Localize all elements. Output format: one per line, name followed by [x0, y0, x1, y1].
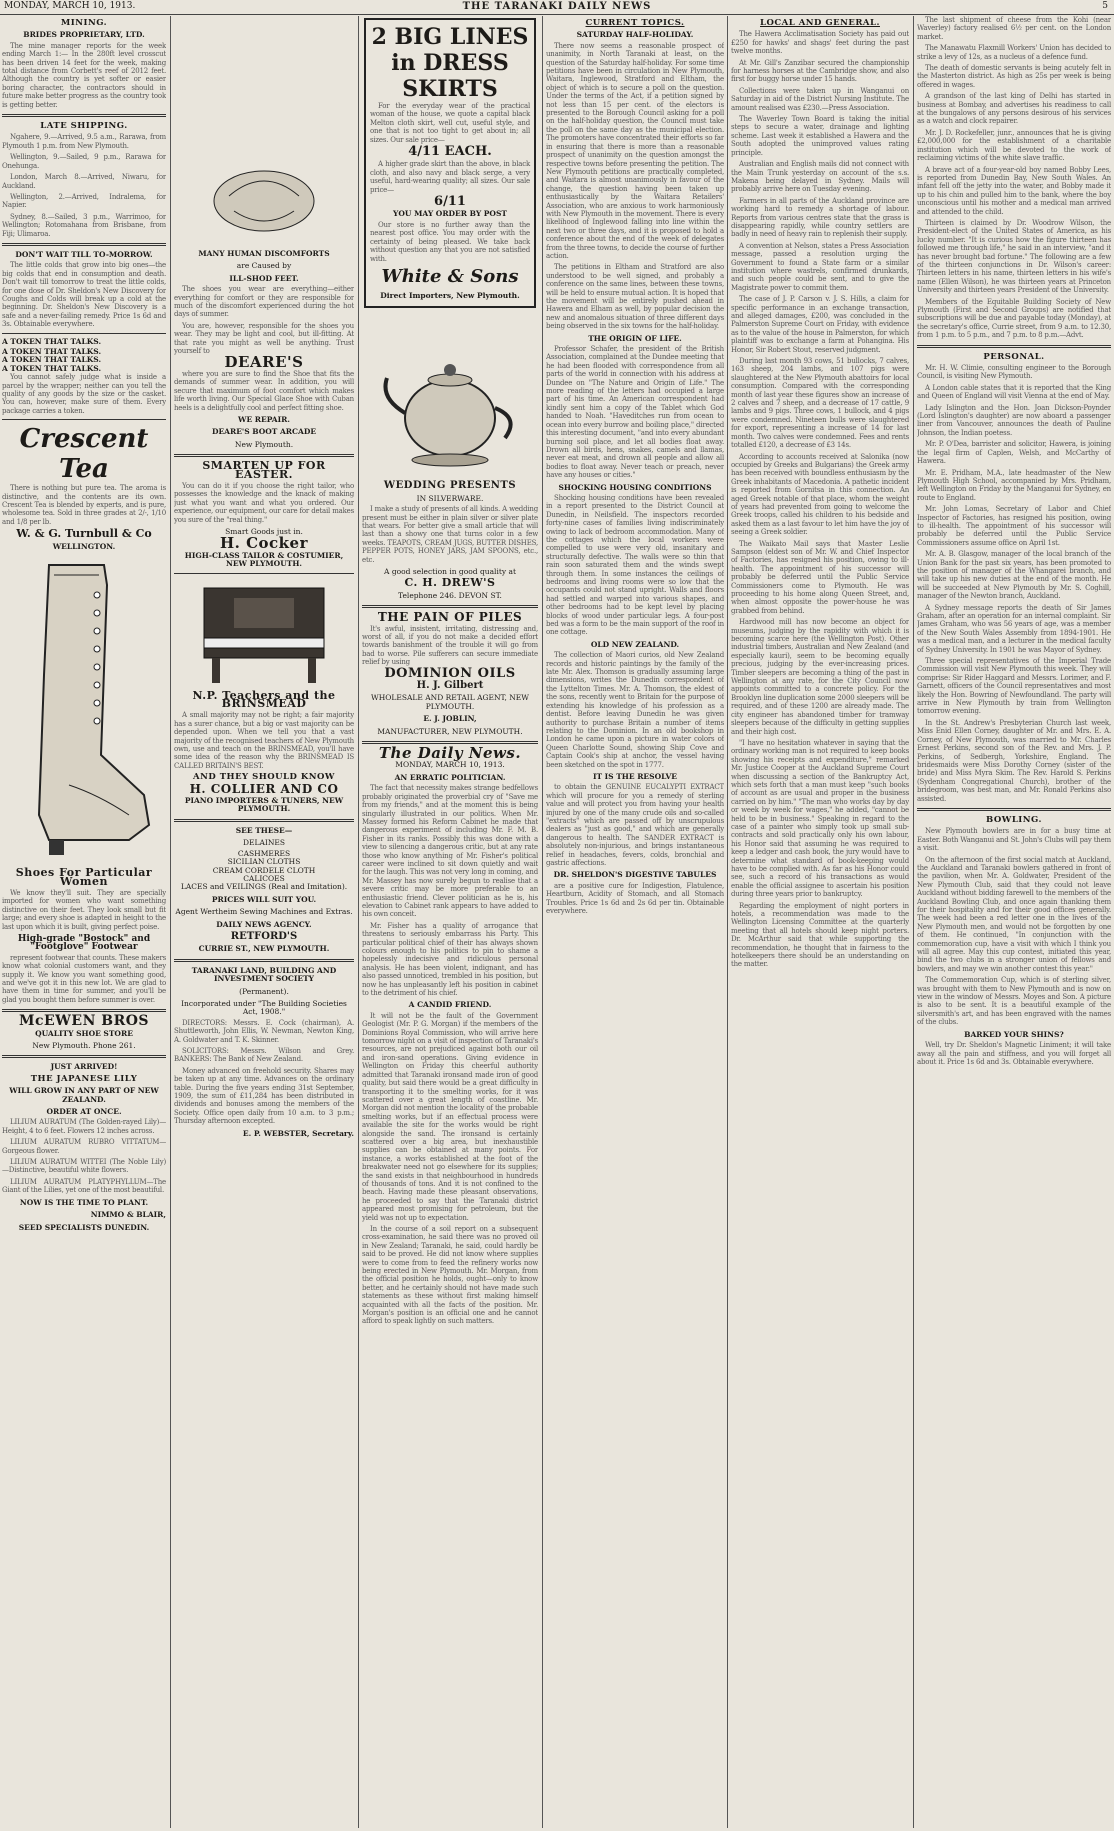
body-text: The Manawatu Flaxmill Workers' Union has decided to strike a levy of 12s, as a nucleus of a defence fund. [917, 44, 1111, 61]
body-text: Our store is no further away than the nearest post office. You may order with the certainty of being pleased. We take back without question any that you are not satisfied with. [370, 220, 530, 263]
order-heading: ORDER AT ONCE. [46, 1107, 122, 1117]
shocking-heading: SHOCKING HOUSING CONDITIONS [558, 482, 712, 492]
local-general: LOCAL AND GENERAL. [760, 18, 880, 28]
saturday-heading: SATURDAY HALF-HOLIDAY. [576, 30, 694, 40]
teapot-icon [375, 338, 525, 478]
these-item: DELAINES [242, 838, 286, 848]
column-rule [542, 16, 543, 1828]
skirt-price: 6/11 [434, 194, 466, 210]
candid-heading: A CANDID FRIEND. [408, 1000, 492, 1010]
body-text: Mr. H. W. Climie, consulting engineer to the Borough Council, is visiting New Plymouth. [917, 364, 1111, 381]
body-text: The death of domestic servants is being acutely felt in the Masterton district. As high as 25s per week is being offered in wages. [917, 64, 1111, 89]
divider [2, 419, 166, 420]
barked-heading: BARKED YOUR SHINS? [964, 1029, 1064, 1039]
bostock-heading: High-grade "Bostock" and "Footglove" Footwear [17, 933, 151, 953]
ad-headline: DON'T WAIT TILL TO-MORROW. [15, 249, 153, 259]
collier-sub: PIANO IMPORTERS & TUNERS, NEW PLYMOUTH. [184, 796, 344, 814]
nimmo-name: NIMMO & BLAIR, [90, 1210, 166, 1220]
solicitors: SOLICITORS: Messrs. Wilson and Grey. BANKERS: The Bank of New Zealand. [174, 1047, 354, 1064]
gilbert-sub: WHOLESALE AND RETAIL AGENT, NEW PLYMOUTH. [371, 693, 529, 711]
ill-shod: ILL-SHOD FEET. [229, 273, 299, 283]
mcewen-sub: QUALITY SHOE STORE [35, 1028, 133, 1038]
body-text: We know they'll suit. They are specially imported for women who want something distinctive on their feet. They look small but fit large; and every shoe is adapted in height to the last upon which it is built, giving perfect poise. [2, 888, 166, 931]
body-text: where you are sure to find the Shoe that fits the demands of summer wear. In addition, you will secure that maximum of foot comfort which makes life worth living. Our Special Glace Shoe with Cuban heels is a delightfully cool and perfect fitting shoe. [174, 369, 354, 412]
divider [917, 808, 1111, 811]
body-text: I make a study of presents of all kinds. A wedding present must be either in plain silver or silver plate that wears. For better give a small article that will last than a showy one that turns color in a few weeks. TEAPOTS, CREAM JUGS, BUTTER DISHES, PEPPER POTS, HONEY JARS, JAM SPOONS, etc., etc. [362, 505, 538, 564]
body-text: Money advanced on freehold security. Shares may be taken up at any time. Advances on the ordinary table. During the five years ending 31st September, 1909, the sum of £11,284 has been distributed in dividends and bonuses among the members of the Society. Office open daily from 10 a.m. to 3 p.m.; Thursday afternoon excepted. [174, 1066, 354, 1126]
divider [2, 114, 166, 117]
shoes-heading: Shoes For Particular Women [15, 866, 153, 888]
body-text: In the St. Andrew's Presbyterian Church last week, Miss Enid Ellen Corney, daughter of Mr. and Mrs. E. A. Corney, of New Plymouth, was married to Mr. Charles Ernest Perkins, second son of the Rev. and Mrs. J. P. Perkins, of Sedbergh, Yorkshire, England. The bridesmaids were Miss Dorothy Corney (sister of the bride) and Miss Myra Skim. The Rev. Harold S. Perkins (Sydenham Congregational Church), brother of the bridegroom, was best man, and Mr. Ronald Perkins also assisted. [917, 718, 1111, 803]
body-text: It's awful, insistent, irritating, distressing and, worst of all, if you do not make a decided effort towards banishment of the trouble it will go from bad to worse. Pile sufferers can secure immediate relief by using [362, 624, 538, 667]
mining-heading: MINING. [60, 18, 108, 28]
body-text: At Mr. Gill's Zanzibar secured the championship for harness horses at the Cambridge show, and also first for buggy horse under 15 hands. [731, 58, 909, 84]
secretary: E. P. WEBSTER, Secretary. [242, 1128, 354, 1138]
body-text: Regarding the employment of night porters in hotels, a recommendation was made to the Wellington Licensing Committee at the quarterly meeting that all hotels should keep night porters. Dr. McArthur said that while supporting the recommendation, he thought that in fairness to the hotelkeepers there should be an understanding on the matter. [731, 901, 909, 969]
body-text: The last shipment of cheese from the Kohi (near Waverley) factory realised 6½ per cent. on the London market. [917, 16, 1111, 41]
personal-heading: PERSONAL. [983, 351, 1045, 362]
body-text: You are, however, responsible for the shoes you wear. They may be light and cool, but ill-fitting. At that rate you might as well be anything. Trust yourself to [174, 321, 354, 356]
body-text: You can do it if you choose the right tailor, who possesses the knowledge and the knack of making just what you want and what you ordered. Our experience, our equipment, our care for detail makes you sure of the "real thing." [174, 481, 354, 524]
body-text: For the everyday wear of the practical woman of the house, we quote a capital black Melton cloth skirt, well cut, useful style, and one that is not too tight to get about in; all sizes. Our sale price— [370, 102, 530, 144]
cocker-name: H. Cocker [219, 534, 309, 553]
body-text: Well, try Dr. Sheldon's Magnetic Liniment; it will take away all the pain and stiffness, and you will forget all about it. Price 1s 6d and 3s. Obtainable everywhere. [917, 1041, 1111, 1066]
order-post: YOU MAY ORDER BY POST [393, 209, 507, 219]
shipping-item: Wellington, 9.—Sailed, 9 p.m., Rarawa for Onehunga. [2, 153, 166, 170]
lily-item: LILIUM AURATUM RUBRO VITTATUM—Gorgeous flower. [2, 1138, 166, 1155]
permanent: (Permanent). [239, 986, 289, 996]
body-text: Professor Schafer, the president of the British Association, complained at the Dundee meeting that he had been flooded with correspondence from all parts of the world in connection with his address at Dundee on "The Nature and Origin of Life." The more reading of the letters had occupied a large part of his time. An American correspondent had kindly sent him a copy of the Tablet which God handed to Noah. "Haveditches run from ocean to ocean into every burrow and boiling place," directed this interesting document, "and into every abundant burning soil place, and let all bodies float away. Drown all birds, hens, snakes, camels and llamas, never eat meat, and drown all people and allow all bodies to float away. Never teach or preach, never have any houses or cities." [546, 345, 724, 480]
body-text: According to accounts received at Salonika (now occupied by Greeks and Bulgarians) the Greek army has been received with boundless enthusiasm by the Greek inhabitants of Macedonia. A pathetic incident is reported from Gornitsa in this connection. An aged Greek notable of that place, whom the weight of years had prevented from going to welcome the Greek troops, called his children to his bedside and asked them as a last favour to let him have the joy of seeing a Greek soldier. [731, 452, 909, 537]
these-item: SICILIAN CLOTHS [227, 857, 301, 867]
white-sub: Direct Importers, New Plymouth. [380, 290, 520, 300]
skirts-headline: 2 BIG LINES in DRESS SKIRTS [371, 24, 529, 102]
column-rule [727, 16, 728, 1828]
gilbert-name: H. J. Gilbert [416, 680, 484, 692]
agent-line: Agent Wertheim Sewing Machines and Extras. [175, 907, 353, 917]
caused-by: are Caused by [236, 261, 292, 271]
boot-icon [9, 555, 159, 865]
daily-news-title: The Daily News. [378, 744, 522, 763]
body-text: A small majority may not be right; a fair majority has a surer chance, but a big or vast majority can be depended upon. When we tell you that a vast majority of the recognised teachers of New Plymouth own, use and teach on the BRINSMEAD, you'll have some idea of the reason why the BRINSMEAD IS CALLED BRITAIN'S BEST. [174, 711, 354, 770]
joblin-sub: MANUFACTURER, NEW PLYMOUTH. [377, 726, 523, 736]
plant-heading: NOW IS THE TIME TO PLANT. [19, 1197, 149, 1207]
masthead-page: 5 [1102, 1, 1108, 11]
prices-line: PRICES WILL SUIT YOU. [211, 894, 317, 904]
token-line: A TOKEN THAT TALKS. [2, 355, 102, 365]
deare-name: DEARE'S [224, 353, 304, 372]
body-text: The mine manager reports for the week ending March 1:— In the 280ft level crosscut has been driven 14 feet for the week, making total distance from Corbett's reef of 2012 feet. Although the country is yet softer or easier boring character, the contractors should in future make better progress as the country took is getting better. [2, 41, 166, 109]
deare-arcade: DEARE'S BOOT ARCADE [211, 427, 317, 437]
divider [2, 1009, 166, 1012]
lily-item: LILIUM AURATUM PLATYPHYLLUM—The Giant of the Lilies, yet one of the most beautiful. [2, 1177, 166, 1195]
divider [174, 573, 354, 574]
lily-item: LILIUM AURATUM WITTEI (The Noble Lily)—Distinctive, beautiful white flowers. [2, 1158, 166, 1175]
retford-name: RETFORD'S [230, 930, 298, 942]
drew-addr: Telephone 246. DEVON ST. [398, 590, 502, 600]
land-society: TARANAKI LAND, BUILDING AND INVESTMENT SOCIETY [191, 965, 337, 984]
divider [174, 454, 354, 457]
column-rule [913, 16, 914, 1828]
daily-agency: DAILY NEWS AGENCY. [216, 919, 312, 929]
body-text: Lady Islington and the Hon. Joan Dickson-Poynder (Lord Islington's daughter) are now aboard a passenger liner from Vancouver, announces the death of Pauline Johnson, the Indian poetess. [917, 403, 1111, 437]
these-item: CASHMERES [237, 848, 291, 858]
these-item: CALICOES [243, 873, 285, 883]
erratic-heading: AN ERRATIC POLITICIAN. [394, 772, 506, 782]
body-text: Mr. A. B. Glasgow, manager of the local branch of the Union Bank for the past six years, has been promoted to the position of manager of the Whangarei branch, and will take up his new duties at the end of the month. He will be succeeded at New Plymouth by Mr. S. Coghill, manager of the Newton branch, Auckland. [917, 550, 1111, 601]
body-text: The Commemoration Cup, which is of sterling silver, was brought with them to New Plymouth and is now on view in the window of Messrs. Moyes and Son. A picture is also to be sent. It is a beautiful example of the silversmith's art, and has been engraved with the names of the clubs. [917, 976, 1111, 1027]
token-line: A TOKEN THAT TALKS. [2, 347, 102, 356]
these-item: LACES and VEILINGS (Real and Imitation). [180, 882, 348, 892]
body-text: There is nothing but pure tea. The aroma is distinctive, and the contents are its own. Crescent Tea is blended by experts, and is pure, wholesome tea. Sold in three grades at 2/-, 1/10 and 1/8 per lb. [2, 484, 166, 526]
lily-heading: THE JAPANESE LILY [30, 1073, 138, 1084]
column-2 [174, 16, 354, 1828]
body-text: Farmers in all parts of the Auckland province are working hard to remedy a shortage of labour. Reports from various centres state that the grass is disappearing rapidly, while country settlers are badly in need of heavy rain to replenish their supply. [731, 196, 909, 239]
smarten-heading: SMARTEN UP FOR EASTER. [202, 459, 326, 481]
incorporated: Incorporated under "The Building Societies Act, 1908." [181, 998, 347, 1017]
body-text: The Waverley Town Board is taking the initial steps to secure a water, drainage and lighting scheme. Last week it established a Hawera and the South adopted the unimproved values rating principle. [731, 115, 909, 157]
specialists: SEED SPECIALISTS DUNEDIN. [18, 1222, 150, 1232]
wedding-heading: WEDDING PRESENTS [383, 480, 517, 492]
teachers-heading: N.P. Teachers and the BRINSMEAD [192, 688, 336, 710]
shipping-item: Sydney, 8.—Sailed, 3 p.m., Warrimoo, for Wellington; Rotomahana from Brisbane, from Fiji; Ulimaroa. [2, 212, 166, 238]
column-rule [170, 16, 171, 1828]
body-text: The shoes you wear are everything—either everything for comfort or they are responsible for much of the discomfort experienced during the hot days of summer. [174, 285, 354, 319]
body-text: A London cable states that it is reported that the King and Queen of England will visit Vienna at the end of May. [917, 383, 1111, 401]
just-arrived: JUST ARRIVED! [50, 1062, 118, 1072]
body-text: A Sydney message reports the death of Sir James Graham, after an operation for an internal complaint. Sir James Graham, who was 56 years of age, was a member of the New South Wales Assembly from 1894-1901. He was a medical man, and a lecturer in the medical faculty of Sydney University. In 1901 he was Mayor of Sydney. [917, 603, 1111, 654]
body-text: A good selection in good quality at [384, 566, 516, 576]
column-4 [546, 16, 724, 1828]
body-text: Mr. Fisher has a quality of arrogance that threatens to seriously embarrass his Party. This particular political chief of their has always shown colours enough to his politics to pin to shame a hopelessly indecisive and ridiculous personal analysis. He has been violent, indignant, and has also passed unnoticed, trembled in his position, but now he has unpleasantly left his position in cabinet to the detriment of his chief. [362, 921, 538, 998]
column-5 [731, 16, 909, 1828]
directors: DIRECTORS: Messrs. E. Cock (chairman), A. Shuttleworth, John Ellis, W. Newman, Newton King, A. Goldwater and T. K. Skinner. [174, 1018, 354, 1044]
body-text: Members of the Equitable Building Society of New Plymouth (First and Second Groups) are notified that subscriptions will be due and payable today (Monday), at the secretary's office, Currie street, from 9 a.m. to 12.30, from 1 p.m. to 5 p.m., and 7 p.m. to 8 p.m.—Advt. [917, 297, 1111, 340]
column-1 [2, 16, 166, 1828]
we-repair: WE REPAIR. [238, 414, 290, 424]
body-text: A brave act of a four-year-old boy named Bobby Lees, is reported from Dunedin Bay, New South Wales. An infant fell off the jetty into the water, and Bobby made it up to his chin and pulled him to the bank, where the boy unconscious until his mother and a medical man arrived and attended to the child. [917, 165, 1111, 216]
skirts-ad [364, 18, 536, 308]
foot-icon [204, 156, 324, 246]
collier-name: H. COLLIER AND CO [189, 781, 339, 796]
divider [917, 345, 1111, 348]
lily-sub: WILL GROW IN ANY PART OF NEW ZEALAND. [9, 1086, 159, 1104]
discomforts-heading: MANY HUMAN DISCOMFORTS [198, 249, 330, 258]
shipping-item: Wellington, 2.—Arrived, Indralema, for Napier. [2, 192, 166, 210]
retford-addr: CURRIE ST., NEW PLYMOUTH. [198, 944, 330, 954]
body-text: Collections were taken up in Wanganui on Saturday in aid of the District Nursing Institute. The amount realised was £230.—Press Association. [731, 86, 909, 112]
masthead-title: THE TARANAKI DAILY NEWS [462, 1, 652, 12]
boot-illustration [9, 555, 159, 865]
dominion-oils: DOMINION OILS [384, 665, 516, 681]
these-heading: SEE THESE— [235, 825, 293, 835]
joblin-name: E. J. JOBLIN, [423, 714, 477, 724]
column-3 [362, 16, 538, 1828]
body-text: There now seems a reasonable prospect of unanimity, in North Taranaki at least, on the question of the Saturday half-holiday. For some time petitions have been in circulation in New Plymouth, Waitara, Inglewood, Stratford and Eltham, the object of which is to secure a poll on the question. Under the terms of the Act, if a petition signed by not less than 15 per cent. of the electors is presented to the Borough Council asking for a poll on the half-holiday question, the Council must take the poll on the same day as the municipal election. The promoters have concentrated their efforts so far in ensuring that there is more than a reasonable prospect of unanimity on the question amongst the respective towns before presenting the petition. The New Plymouth petitions are practically completed, and Waitara is almost unanimously in favour of the change, the question having been taken up enthusiastically by the Waitara Retailers' Association, who are anxious to work harmoniously with New Plymouth in the movement. There is every likelihood of Inglewood falling into line within the next two or three days, and it is proposed to hold a conference about the end of the week of delegates from the three towns, to decide the course of further action. [546, 41, 724, 260]
piles-heading: THE PAIN OF PILES [377, 610, 523, 625]
body-text: Shocking housing conditions have been revealed in a report presented to the District Council at Dunedin, in Neilsfield. The inspectors recorded forty-nine cases of families living indiscriminately owing to lack of bedroom accommodation. Many of the cottages which the local workers were compelled to use were very old, insanitary and structurally defective. The walls were so thin that rain soon saturated them and the winds swept through them. In some instances the ceilings of bedrooms and living rooms were so low that the occupants could not stand upright. Walls and floors had settled and warped into various shapes, and other bedrooms had to be kept level by placing blocks of wood under particular legs. A four-post bed was a form to be the main support of the roof in one cottage. [546, 493, 724, 637]
teapot-illustration [375, 338, 525, 478]
divider [2, 1055, 166, 1058]
bowling-heading: BOWLING. [986, 814, 1042, 825]
turnbull-name: W. & G. Turnbull & Co [16, 527, 152, 541]
turnbull-city: WELLINGTON. [52, 541, 116, 551]
body-text: A higher grade skirt than the above, in black cloth, and also navy and black serge, a very useful, hard-wearing quality; all sizes. Our sale price— [370, 160, 530, 194]
body-text: The little colds that grow into big ones—the big colds that end in consumption and death. Don't wait till tomorrow to treat the little colds, for one dose of Dr. Sheldon's New Discovery for Coughs and Colds will break up a cold at the beginning. Dr. Sheldon's New Discovery is a safe and a never-failing remedy. Price 1s 6d and 3s. Obtainable everywhere. [2, 261, 166, 329]
body-text: Mr. E. Pridham, M.A., late headmaster of the New Plymouth High School, accompanied by Mrs. Pridham, left Wellington on Friday by the Manganui for Sydney, en route to England. [917, 468, 1111, 502]
token-line: A TOKEN THAT TALKS. [2, 336, 102, 346]
silverware: IN SILVERWARE. [416, 493, 484, 503]
body-text: The petitions in Eltham and Stratford are also understood to be well signed, and probably a conference on the same lines, between these towns, will be held to ensure mutual action. It is hoped that the movement will be entirely pushed ahead in Hawera and Elham as well, by popular decision the new and anomalous situation of three different days being observed in the six towns for the half-holiday. [546, 263, 724, 331]
smart-goods: Smart Goods just in. [225, 526, 303, 536]
body-text: During last month 93 cows, 51 bullocks, 7 calves, 163 sheep, 204 lambs, and 107 pigs were slaughtered at the New Plymouth abattoirs for local consumption. Compared with the corresponding month of last year these figures show an increase of 2 calves and 7 sheep, and a decrease of 17 cattle, 9 lambs and 9 pigs. Three cows, 1 bullock, and 4 pigs were condemned. Nineteen bulls were slaughtered for export, representing a increase of 14 for last month. Two calves were condemned. Fees and rents totalled £120, a decrease of £3 14s. [731, 357, 909, 450]
mcewen-name: McEWEN BROS [18, 1013, 150, 1030]
body-text: to obtain the GENUINE EUCALYPTI EXTRACT which will procure for you a remedy of sterling value and will protect you from having your health injured by one of the many crude oils and so-called "extracts" which are passed off by unscrupulous dealers as "just as good," and which are generally dangerous to health. The SANDER EXTRACT is absolutely non-injurious, and brings instantaneous relief in headaches, fevers, colds, bronchial and gastric affections. [546, 783, 724, 867]
deare-place: New Plymouth. [234, 439, 294, 449]
divider [362, 605, 538, 608]
body-text: "I have no hesitation whatever in saying that the ordinary working man is not required to keep books showing his receipts and expenditure," remarked Mr. Justice Cooper at the Auckland Supreme Court when discussing a section of the Bankruptcy Act, which sets forth that a man must keep "such books of account as are usual and proper in the business carried on by him." "The man who works day by day or week by week for wages," he added, "cannot be held to be in business." Speaking in regard to the case of a painter who simply took up small sub-contracts and sold practically only his own labour, his Honor said that assuming he was required to keep a ledger and cash book, the jury would have to determine what standard of book-keeping would have to be complied with. As far as his Honor could see, such a record of his transactions as would enable the official assignee to ascertain his position during three years prior to bankruptcy. [731, 738, 909, 899]
feet-illustration [204, 156, 324, 246]
token-line: A TOKEN THAT TALKS. [2, 363, 102, 373]
body-text: New Plymouth bowlers are in for a busy time at Easter. Both Wanganui and St. John's Clubs will pay them a visit. [917, 827, 1111, 853]
piano-icon [194, 578, 334, 688]
body-text: On the afternoon of the first social match at Auckland, the Auckland and Taranaki bowlers gathered in front of the pavilion, when Mr. A. Goldwater, President of the New Plymouth Club, said that they could not leave Auckland without bidding farewell to the members of the Auckland Bowling Club, and once again thanking them for their hospitality and for their good offices generally. The week had been a red letter one in the lives of the New Plymouth men, and would not be forgotten by one of them. He continued, "In conjunction with the commemoration cup, have a visit with which I think you will all agree. May this cup contest, initiated this year, bind the two clubs in a stronger union of fellows and bowlers, and may we win another contest this year." [917, 855, 1111, 973]
body-text: A convention at Nelson, states a Press Association message, passed a resolution urging the Government to found a State farm or a similar institution where wastrels, confirmed drunkards, and such people could be sent, and to give the Magistrate power to commit them. [731, 241, 909, 292]
body-text: are a positive cure for Indigestion, Flatulence, Heartburn, Acidity of Stomach, and all Stomach Troubles. Price 1s 6d and 2s 6d per tin. Obtainable everywhere. [546, 881, 724, 916]
white-sons-logo: White & Sons [381, 265, 519, 287]
lily-item: LILIUM AURATUM (The Golden-rayed Lily)—Height, 4 to 6 feet. Flowers 12 inches across. [2, 1118, 166, 1135]
body-text: The collection of Maori curios, old New Zealand records and historic paintings by the family of the late Mr. Alex. Thomson is gradually assuming large dimensions, writes the Dunedin correspondent of the Lyttelton Times. Mr. A. Thomson, the eldest of the sons, recently went to Britain for the purpose of extending his knowledge of his profession as a dentist. Before leaving Dunedin he was given authority to purchase Britain a number of items relating to the Dominion. In an old bookshop in London he came upon a picture in water colors of Queen Charlotte Sound, showing Ship Cove and Captain Cook's ship at anchor, the vessel having been sketched on the spot in 1777. [546, 651, 724, 769]
masthead [0, 0, 1114, 15]
body-text: The fact that necessity makes strange bedfellows probably originated the proverbial cry of "Save me from my friends," and at the moment this is being singularly illustrated in our politics. When Mr. Massey formed his Reform Cabinet he made that dangerous experiment of including Mr. F. M. B. Fisher in its ranks. Possibly this was done with a view to silencing a dangerous critic, but at any rate those who know anything of Mr. Fisher's political career were inclined to sit down quietly and wait for the laugh. This was not very long in coming, and Mr. Massey has now surely begun to realise that a severe critic may be more preferable to an enthusiastic friend. Clever politician as he is, his elevation to Cabinet rank appears to have added to his own conceit. [362, 784, 538, 919]
cocker-sub: HIGH-CLASS TAILOR & COSTUMIER, NEW PLYMOUTH. [184, 550, 344, 569]
sheldon-heading: DR. SHELDON'S DIGESTIVE TABULES [553, 870, 717, 880]
body-text: Australian and English mails did not connect with the Main Trunk yesterday on account of the s.s. Makena being delayed in Sydney. Mails will probably arrive here on Tuesday evening. [731, 160, 909, 194]
resolve-heading: IT IS THE RESOLVE [592, 771, 678, 781]
body-text: The Waikato Mail says that Master Leslie Sampson (eldest son of Mr. W. and Chief Inspector of Factories, has resigned his position, owing to ill-health. The appointment of his successor will probably be deferred until the Public Service Commissioners come to Plymouth. He was proceeding to his home along Queen Street, and, when almost opposite the power-house he was grabbed from behind. [731, 539, 909, 615]
origin-heading: THE ORIGIN OF LIFE. [588, 333, 682, 343]
drew-name: C. H. DREW'S [404, 576, 496, 590]
current-topics: CURRENT TOPICS. [585, 18, 685, 28]
mcewen-place: New Plymouth. Phone 261. [32, 1041, 136, 1050]
body-text: Mr. John Lomas, Secretary of Labor and Chief Inspector of Factories, has resigned his position, owing to ill-health. The appointment of his successor will probably be deferred until the Public Service Commissioners assume office on April 1st. [917, 505, 1111, 547]
mining-subheading: BRIDES PROPRIETARY, LTD. [23, 30, 145, 40]
skirt-price: 4/11 EACH. [408, 144, 492, 160]
shipping-heading: LATE SHIPPING. [40, 121, 128, 132]
piano-illustration [194, 578, 334, 688]
body-text: You cannot safely judge what is inside a parcel by the wrapper; neither can you tell the quality of any goods by the size or the casket. You can, however, make sure of them. Every package carries a token. [2, 373, 166, 415]
old-nz-heading: OLD NEW ZEALAND. [590, 639, 680, 649]
body-text: The case of J. P. Carson v. J. S. Hills, a claim for specific performance in an exchange transaction, and alleged damages, £200, was concluded in the Palmerston Supreme Court on Friday, with evidence as to the value of the house in Palmerston, for which plaintiff was to exchange a farm at Pohangina. His Honor, Sir Robert Stout, reserved judgment. [731, 295, 909, 354]
column-6 [917, 16, 1111, 1828]
body-text: Three special representatives of the Imperial Trade Commission will visit New Plymouth this week. They will comprise: Sir Rider Haggard and Messrs. Lorimer, and F. Garnett, officers of the Council representatives and most likely the Hon. Bowring of Newfoundland. The party will arrive in New Plymouth by train from Wellington tomorrow evening. [917, 657, 1111, 716]
body-text: Mr. P. O'Dea, barrister and solicitor, Hawera, is joining the legal firm of Caplen, Welsh, and McCarthy of Hawera. [917, 440, 1111, 466]
divider [174, 819, 354, 822]
these-item: CREAM CORDELE CLOTH [212, 865, 316, 875]
body-text: It will not be the fault of the Government Geologist (Mr. P. G. Morgan) if the members of the Dominions Royal Commission, who will arrive here tomorrow night on a visit of inspection of Taranaki's resources, are not prejudiced against both our oil and iron-sand operations. Giving evidence in Wellington on Friday this cheerful authority admitted that Taranaki ironsand made iron of good quality, but said there would be a great difficulty in transporting it to the smelting works, for it was scattered over a great length of coastline. Mr. Morgan did not mention the locality of the probable smelting works, but if an effectual process were available the site for the works would be right alongside the sand. The ironsand is certainly scattered over a big area, but inexhaustible supplies can be obtained at many points. For instance, a works established at the foot of the breakwater need not go elsewhere for its supplies; the sand exists in that neighbourhood in hundreds of thousands of tons. And it is not confined to the beach. Having made these pleasant observations, he proceeded to say that the Taranaki district appeared most promising for petroleum, but the yield was not up to expectation. [362, 1011, 538, 1222]
body-text: Mr. J. D. Rockefeller, junr., announces that he is giving £2,000,000 for the establishment of a charitable institution which will be devoted to the work of reclaiming victims of the white slave traffic. [917, 128, 1111, 163]
crescent-tea-logo: Crescent Tea [19, 424, 149, 485]
should-know: AND THEY SHOULD KNOW [193, 772, 335, 783]
body-text: In the course of a soil report on a subsequent cross-examination, he said there was no proved oil in New Zealand; Taranaki, he said, could hardly be said to be proved. He did not know where supplies were to come from to feed the refinery works now being erected in New Plymouth. Mr. Morgan, from the official position he holds, ought—only to know better, and he certainly should not have made such statements as these without first making himself acquainted with all the facts of the position. Mr. Morgan's position is an official one and he cannot afford to speak lightly on such matters. [362, 1225, 538, 1326]
body-text: Hardwood mill has now become an object for museums, judging by the rapidity with which it is becoming scarce here (the Wellington Post). Other industrial timbers, Australian and New Zealand (and especially kauri), seem to be becoming equally precious, judging by the ever-increasing prices. Timber sleepers are becoming a thing of the past in Wellington at any rate, for the City Council now appoints committed to a concrete policy. For the Brooklyn line duplication some 2000 sleepers will be required, and of these 1200 are already made. The city engineer has abandoned timber for tramway sleepers because of the difficulty in getting supplies and their high cost. [731, 618, 909, 736]
body-text: represent footwear that counts. These makers know what colonial customers want, and they supply it. We know you want something good, and we've got it in this new lot. We are glad to have them in time for summer, and you'll be glad you bought them before summer is over. [2, 953, 166, 1004]
divider [2, 243, 166, 246]
shipping-item: Ngahere, 9.—Arrived, 9.5 a.m., Rarawa, from Plymouth 1 p.m. from New Plymouth. [2, 133, 166, 150]
masthead-date: MONDAY, MARCH 10, 1913. [4, 1, 136, 11]
divider [174, 959, 354, 962]
shipping-item: London, March 8.—Arrived, Niwaru, for Auckland. [2, 173, 166, 190]
daily-date: MONDAY, MARCH 10, 1913. [395, 760, 505, 770]
body-text: The Hawera Acclimatisation Society has paid out £250 for hawks' and shags' feet during the past twelve months. [731, 30, 909, 56]
divider [2, 333, 166, 334]
body-text: Thirteen is claimed by Dr. Woodrow Wilson, the President-elect of the United States of America, as his lucky number. "It is curious how the figure thirteen has followed me through life," he said in an interview, "and it has never brought bad fortune." The following are a few of the thirteen conjunctions in Dr. Wilson's career: Thirteen letters in his name, thirteen letters in his wife's name (Ellen Wilson), he was thirteen years at Princeton University and thirteen years President of the University. [917, 218, 1111, 295]
column-rule [358, 16, 359, 1828]
body-text: A grandson of the last king of Delhi has started in business at Bombay, and advertises his readiness to call at the bungalows of any persons desirous of his services as a watch and clock repairer. [917, 92, 1111, 126]
